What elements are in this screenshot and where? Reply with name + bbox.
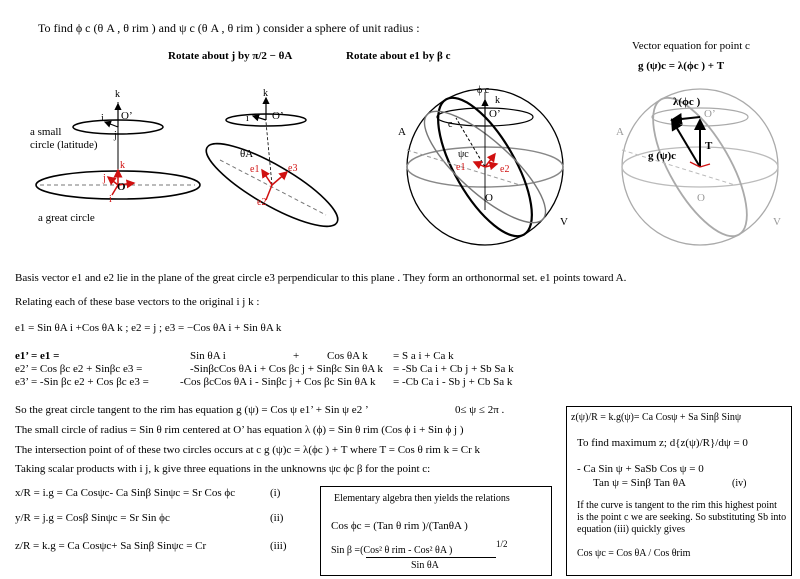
fig3-a-label: A bbox=[398, 126, 406, 138]
note-line-2: is the point c we are seeking. So substituting Sb into bbox=[577, 512, 787, 523]
note-line-3: equation (iii) quickly gives bbox=[577, 524, 686, 535]
fig1-j-red-label: j bbox=[103, 173, 106, 184]
fig2-e3-label: e3 bbox=[288, 163, 298, 174]
great-circle-label: a great circle bbox=[38, 212, 95, 224]
sin-beta-numerator: Sin β =(Cos² θ rim - Cos² θA ) bbox=[331, 545, 453, 556]
vector-eq: g (ψ)c = λ(ϕc ) + T bbox=[638, 60, 725, 72]
small-circle-label-2: circle (latitude) bbox=[30, 139, 98, 151]
fig4-o-label: O bbox=[697, 192, 705, 204]
equation-ii: y/R = j.g = Cosβ Sinψc = Sr Sin ϕc bbox=[15, 512, 170, 524]
rotate-e1-label: Rotate about e1 by β c bbox=[346, 50, 451, 62]
equation-ii-tag: (ii) bbox=[270, 512, 284, 524]
fig1-j-label: j bbox=[114, 130, 117, 141]
basis-text: Basis vector e1 and e2 lie in the plane of the great circle e3 perpendicular to this plane . They form an orthonormal set. e1 points toward A. bbox=[15, 272, 627, 284]
row1-mid1: Sin θA i bbox=[190, 350, 226, 362]
sin-beta-denominator: Sin θA bbox=[411, 560, 439, 571]
row1-mid2: Cos θA k bbox=[327, 350, 368, 362]
row2-rhs: = -Sb Ca i + Cb j + Sb Sa k bbox=[393, 363, 514, 375]
intersection-equation: The intersection point of of these two circles occurs at c g (ψ)c = λ(ϕc ) + T where T = Cos θ rim k = Cr k bbox=[15, 444, 481, 456]
fig3-e2-label: e2 bbox=[500, 164, 510, 175]
psi-range: 0≤ ψ ≤ 2π . bbox=[455, 404, 505, 416]
equation-i-tag: (i) bbox=[270, 487, 281, 499]
fig1-i-label: i bbox=[101, 113, 104, 124]
sin-beta-exponent: 1/2 bbox=[496, 539, 508, 549]
rotate-j-label: Rotate about j by π/2 − θA bbox=[168, 50, 293, 62]
fig1-k-label: k bbox=[115, 89, 120, 100]
tan-psi-equation: Tan ψ = Sinβ Tan θA bbox=[593, 477, 686, 489]
small-circle-equation: The small circle of radius = Sin θ rim centered at O’ has equation λ (ϕ) = Sin θ rim (Cos ϕ i + Sin ϕ j ) bbox=[15, 424, 464, 436]
scalar-products-text: Taking scalar products with i j, k give three equations in the unknowns ψc ϕc β for the point c: bbox=[15, 463, 431, 475]
cos-psi-result: Cos ψc = Cos θA / Cos θrim bbox=[577, 548, 691, 559]
maximum-condition: To find maximum z; d{z(ψ)/R}/dψ = 0 bbox=[577, 437, 748, 449]
row3-lhs: e3’ = -Sin βc e2 + Cos βc e3 = bbox=[15, 376, 149, 388]
basis-equations: e1 = Sin θA i +Cos θA k ; e2 = j ; e3 = −Cos θA i + Sin θA k bbox=[15, 322, 282, 334]
fig2-e2-label: e2 bbox=[257, 197, 267, 208]
fig1-k-red-label: k bbox=[120, 160, 125, 171]
row1-rhs: = S a i + Ca k bbox=[393, 350, 454, 362]
fig4-g-label: g (ψ)c bbox=[648, 150, 677, 162]
fig3-e1-label: e1 bbox=[456, 162, 466, 173]
fig4-v-label: V bbox=[773, 216, 781, 228]
cos-phi-relation: Cos ϕc = (Tan θ rim )/(TanθA ) bbox=[331, 520, 468, 532]
relating-text: Relating each of these base vectors to the original i j k : bbox=[15, 296, 260, 308]
equation-iii: z/R = k.g = Ca Cosψc+ Sa Sinβ Sinψc = Cr bbox=[15, 540, 207, 552]
fig3-k-label: k bbox=[495, 95, 500, 106]
fig4-o-prime-label: O’ bbox=[704, 108, 716, 120]
fig2-theta-label: θA bbox=[240, 148, 254, 160]
fig3-psi-label: ψc bbox=[458, 149, 469, 160]
fig4-drawing bbox=[622, 84, 778, 249]
row2-lhs: e2’ = Cos βc e2 + Sinβc e3 = bbox=[15, 363, 143, 375]
fig4-lambda-label: λ(ϕc ) bbox=[673, 96, 701, 108]
header-line: To find ϕ c (θ A , θ rim ) and ψ c (θ A , θ rim ) consider a sphere of unit radius : bbox=[38, 21, 420, 35]
row3-rhs: = -Cb Ca i - Sb j + Cb Sa k bbox=[393, 376, 513, 388]
fig3-v-label: V bbox=[560, 216, 568, 228]
fraction-bar bbox=[366, 557, 496, 558]
fig4-t-label: T bbox=[705, 140, 713, 152]
fig2-e1-label: e1 bbox=[250, 164, 260, 175]
fig3-c-label: c bbox=[448, 119, 453, 130]
maximum-box bbox=[566, 406, 792, 576]
fig3-o-label: O bbox=[485, 192, 493, 204]
fig2-o-prime-label: O’ bbox=[272, 110, 284, 122]
row3-mid: -Cos βcCos θA i - Sinβc j + Cos βc Sin θA k bbox=[180, 376, 376, 388]
fig3-o-prime-label: O’ bbox=[489, 108, 501, 120]
small-circle-label-1: a small bbox=[30, 126, 62, 138]
row2-mid: -SinβcCos θA i + Cos βc j + Sinβc Sin θA k bbox=[190, 363, 383, 375]
fig3-phi-label: ϕ c bbox=[477, 85, 490, 96]
fig1-o-prime-label: O’ bbox=[121, 110, 133, 122]
vector-eq-title: Vector equation for point c bbox=[632, 40, 750, 52]
row1-plus: + bbox=[293, 350, 300, 362]
fig2-k-label: k bbox=[263, 88, 268, 99]
derivative-equation: - Ca Sin ψ + SaSb Cos ψ = 0 bbox=[577, 463, 704, 475]
fig1-o-label: O bbox=[117, 181, 126, 193]
fig4-a-label: A bbox=[616, 126, 624, 138]
fig3-drawing bbox=[407, 84, 563, 249]
fig2-i-label: i bbox=[246, 113, 249, 124]
algebra-box-title: Elementary algebra then yields the relations bbox=[334, 493, 510, 504]
row1-lhs: e1’ = e1 = bbox=[15, 350, 60, 362]
note-line-1: If the curve is tangent to the rim this highest point bbox=[577, 500, 777, 511]
equation-iii-tag: (iii) bbox=[270, 540, 287, 552]
equation-i: x/R = i.g = Ca Cosψc- Ca Sinβ Sinψc = Sr Cos ϕc bbox=[15, 487, 236, 499]
z-over-r-equation: z(ψ)/R = k.g(ψ)= Ca Cosψ + Sa Sinβ Sinψ bbox=[571, 412, 742, 423]
tan-psi-tag: (iv) bbox=[732, 478, 747, 489]
fig1-i-red-label: i bbox=[109, 194, 112, 205]
algebra-box bbox=[320, 486, 552, 576]
great-circle-equation: So the great circle tangent to the rim has equation g (ψ) = Cos ψ e1’ + Sin ψ e2 ’ bbox=[15, 404, 369, 416]
